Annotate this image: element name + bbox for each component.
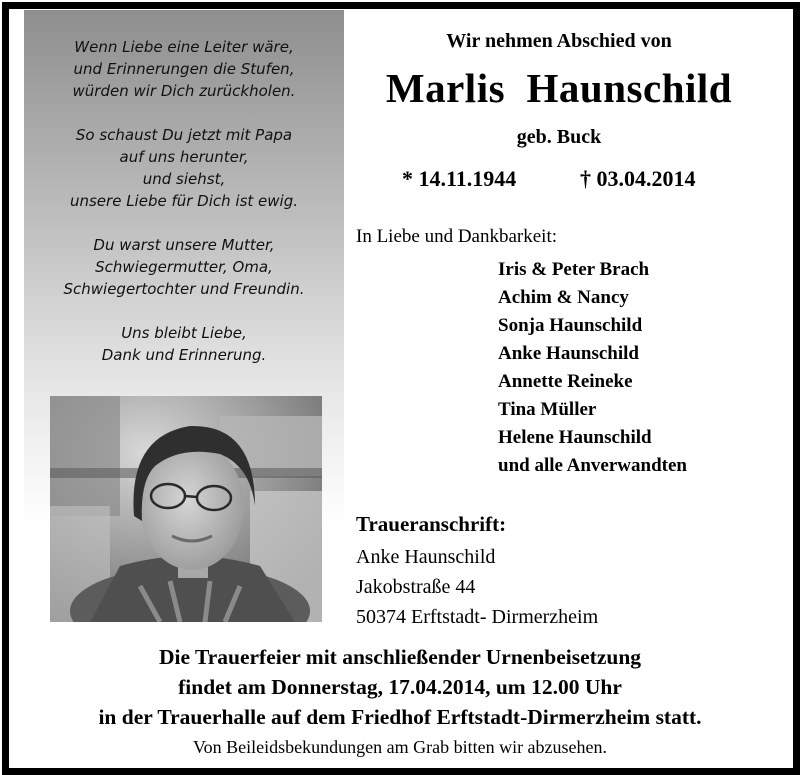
poem-line: auf uns herunter,	[119, 148, 249, 166]
mourner-name: Sonja Haunschild	[498, 315, 643, 336]
poem	[24, 36, 344, 388]
gratitude-line: In Liebe und Dankbarkeit:	[356, 226, 558, 247]
mourner-name: Achim & Nancy	[498, 287, 629, 308]
service-line: in der Trauerhalle auf dem Friedhof Erftstadt-Dirmerzheim statt.	[98, 705, 702, 729]
birth-date: * 14.11.1944	[402, 166, 517, 191]
mourner-name: Tina Müller	[498, 399, 597, 420]
poem-stanza	[24, 124, 344, 212]
service-line: Die Trauerfeier mit anschließender Urnenbeisetzung	[158, 645, 642, 669]
portrait-illustration	[50, 396, 322, 622]
mourning-address	[356, 542, 598, 632]
mourner-name: Anke Haunschild	[498, 343, 639, 364]
poem-line: Schwiegertochter und Freundin.	[63, 280, 305, 298]
address-street: Jakobstraße 44	[356, 576, 476, 598]
mourner-name: Annette Reineke	[498, 371, 633, 392]
service-line: findet am Donnerstag, 17.04.2014, um 12.00 Uhr	[178, 675, 622, 699]
poem-stanza	[24, 322, 344, 366]
mourner-name: und alle Anverwandten	[498, 455, 687, 476]
portrait-photo	[50, 396, 322, 622]
mourner-name: Iris & Peter Brach	[498, 259, 650, 280]
poem-line: unsere Liebe für Dich ist ewig.	[69, 192, 299, 210]
poem-line: Uns bleibt Liebe,	[121, 324, 247, 342]
poem-line: So schaust Du jetzt mit Papa	[75, 126, 293, 144]
address-heading: Traueranschrift:	[356, 512, 507, 536]
death-date: † 03.04.2014	[580, 166, 696, 191]
mourners-list	[498, 256, 687, 480]
poem-line: würden wir Dich zurückholen.	[72, 82, 296, 100]
poem-stanza	[24, 234, 344, 300]
address-name: Anke Haunschild	[356, 546, 496, 568]
funeral-service-notice	[20, 642, 780, 732]
poem-stanza	[24, 36, 344, 102]
poem-line: Dank und Erinnerung.	[101, 346, 267, 364]
address-city: 50374 Erftstadt- Dirmerzheim	[356, 606, 599, 628]
poem-line: Du warst unsere Mutter,	[93, 236, 275, 254]
farewell-intro: Wir nehmen Abschied von	[446, 30, 672, 52]
poem-line: und siehst,	[142, 170, 226, 188]
poem-line: Wenn Liebe eine Leiter wäre,	[74, 38, 294, 56]
deceased-name: Marlis Haunschild	[385, 65, 733, 111]
poem-line: und Erinnerungen die Stufen,	[73, 60, 295, 78]
poem-line: Schwiegermutter, Oma,	[95, 258, 273, 276]
mourner-name: Helene Haunschild	[498, 427, 652, 448]
condolence-note: Von Beileidsbekundungen am Grab bitten wir abzusehen.	[192, 737, 608, 757]
maiden-name: geb. Buck	[516, 126, 602, 148]
